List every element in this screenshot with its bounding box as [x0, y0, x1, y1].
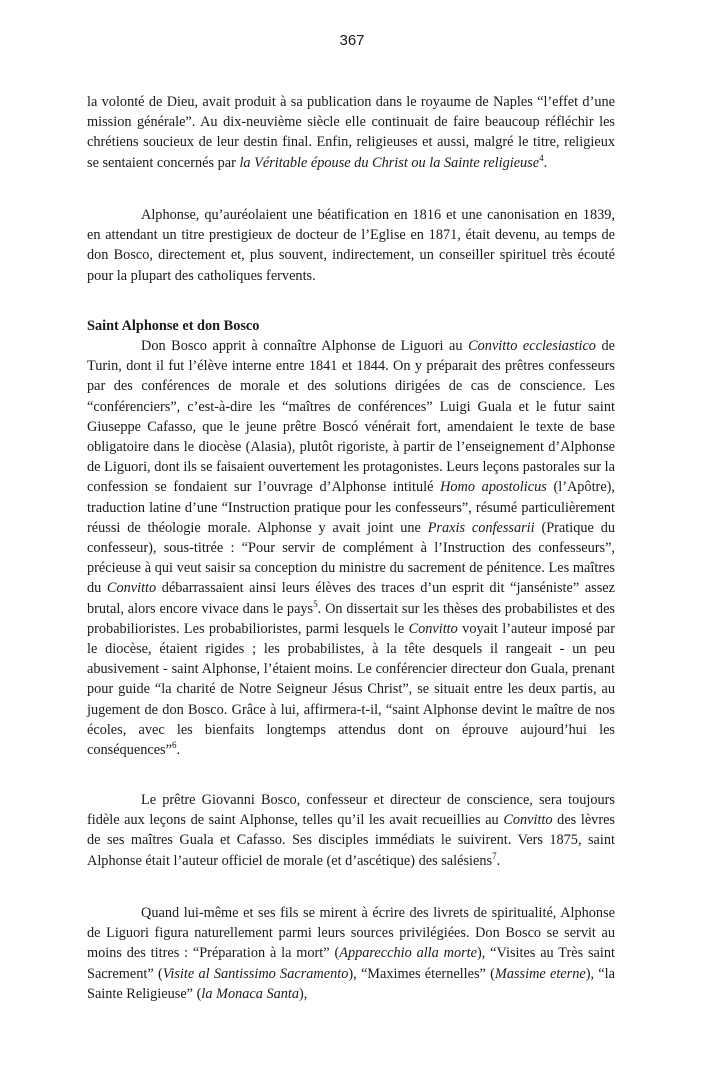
section-heading — [87, 316, 615, 336]
italic-title: Convitto — [106, 580, 157, 597]
footnote-ref: 5 — [313, 598, 318, 609]
italic-title: Massime eterne — [494, 965, 586, 982]
italic-title: Convitto ecclesiastico — [468, 338, 596, 354]
text-run: voyait l’auteur imposé par le diocèse, étaient rigides ; les probabilistes, à la tête desquels il rangeait - un peu abusivement - saint Alphonse, l’étaient moins. Le conférencier directeur don Guala, prenant pour guide “la charité de Notre Seigneur Jésus Christ”, se situait entre les deux partis, au jugement de don Bosco. Grâce à lui, affirmera-t-il, “saint Alphonse devint le maître de nos écoles, avec les bienfaits longtemps attendus dont on éprouve aujourd’hui les conséquences” — [87, 620, 615, 759]
text-run: ), “Visites au Très saint Sacrement” ( — [87, 945, 615, 982]
italic-title: Homo apostolicus — [440, 479, 547, 496]
text-run: débarrassaient ainsi leurs élèves des traces d’un esprit dit “janséniste” assez brutal, alors encore vivace dans le pays — [87, 580, 615, 617]
text-run: . — [543, 154, 548, 171]
paragraph-convitto — [87, 336, 615, 760]
italic-title: Praxis confessarii — [427, 519, 535, 536]
text-run: la volonté de Dieu, avait produit à sa publication dans le royaume de Naples “l’effet d’une mission générale”. Au dix-neuvième siècle elle continuait de faire beaucoup réfléchir les chrétiens soucieux de leur destin final. Enfin, religieuses et aussi, malgré le titre, religieux se sentaient concernés par — [87, 94, 615, 171]
paragraph-livrets — [87, 903, 615, 1004]
italic-title: Visite al Santissimo Sacramento — [162, 965, 349, 982]
text-run: (Pratique du confesseur), sous-titrée : “Pour servir de complément à l’Instruction des confesseurs”, précieuse à qui veut saisir sa conception du ministre du sacrement de pénitence. Les maîtres du — [87, 519, 615, 597]
paragraph-continuation — [87, 92, 615, 173]
italic-title: la Monaca Santa — [201, 985, 300, 1002]
text-run: . — [496, 852, 501, 869]
text-run: ), — [299, 985, 308, 1002]
italic-title: la Véritable épouse du Christ ou la Sainte religieuse — [239, 154, 540, 171]
footnote-ref: 4 — [539, 152, 544, 163]
text-run: Quand lui-même et ses fils se mirent à écrire des livrets de spiritualité, Alphonse de Liguori figura naturellement parmi leurs sources privilégiées. Don Bosco se servit au moins des titres : “Préparation à la mort” ( — [87, 905, 615, 962]
text-run: Le prêtre Giovanni Bosco, confesseur et directeur de conscience, sera toujours fidèle aux leçons de saint Alphonse, telles qu’il les avait recueillies au — [87, 792, 615, 829]
text-run: ), “la Sainte Religieuse” ( — [87, 965, 615, 1002]
paragraph-bosco-fidele — [87, 790, 615, 871]
italic-title: Convitto — [408, 620, 458, 637]
page-number: 367 — [339, 32, 365, 49]
italic-title: Convitto — [503, 812, 553, 829]
footnote-ref: 6 — [171, 740, 177, 751]
text-run: . On dissertait sur les thèses des probabilistes et des probabilioristes. Les probabilioristes, parmi lesquels le — [87, 600, 615, 637]
italic-title: Apparecchio alla morte — [339, 945, 477, 962]
text-run: Don Bosco apprit à connaître Alphonse de Liguori au — [141, 338, 469, 354]
text-run: Saint Alphonse et don Bosco — [87, 318, 260, 334]
footnote-ref: 7 — [492, 850, 497, 861]
text-run: ), “Maximes éternelles” ( — [348, 965, 495, 982]
text-run: (l’Apôtre), traduction latine d’une “Instruction pratique pour les confesseurs”, résumé particulièrement réussi de théologie morale. Alphonse y avait joint une — [87, 479, 615, 536]
text-run: de Turin, dont il fut l’élève interne entre 1841 et 1844. On y préparait des prêtres confesseurs par des conférences de morale et des solutions dirigées de cas de conscience. Les “conférenciers”, c’est-à-dire les “maîtres de conférences” Luigi Guala et le futur saint Giuseppe Cafasso, que le jeune prêtre Boscó vénérait fort, amendaient le texte de base obligatoire dans le diocèse (Alasia), plutôt rigoriste, à partir de l’enseignement d’Alphonse de Liguori, dont ils se faisaient ouvertement les protagonistes. Leurs leçons pastorales sur la confession se fondaient sur l’ouvrage d’Alphonse intitulé — [87, 338, 616, 496]
text-run: Alphonse, qu’auréolaient une béatification en 1816 et une canonisation en 1839, en attendant un titre prestigieux de docteur de l’Eglise en 1871, était devenu, au temps de don Bosco, directement et, plus souvent, indirectement, un conseiller spirituel très écouté pour la plupart des catholiques fervents. — [87, 207, 615, 284]
text-run: des lèvres de ses maîtres Guala et Cafasso. Ses disciples immédiats le suivirent. Vers 1875, saint Alphonse était l’auteur officiel de morale (et d’ascétique) des salésiens — [87, 812, 615, 869]
text-run: . — [176, 742, 181, 759]
paragraph-alphonse-canonisation — [87, 205, 615, 286]
